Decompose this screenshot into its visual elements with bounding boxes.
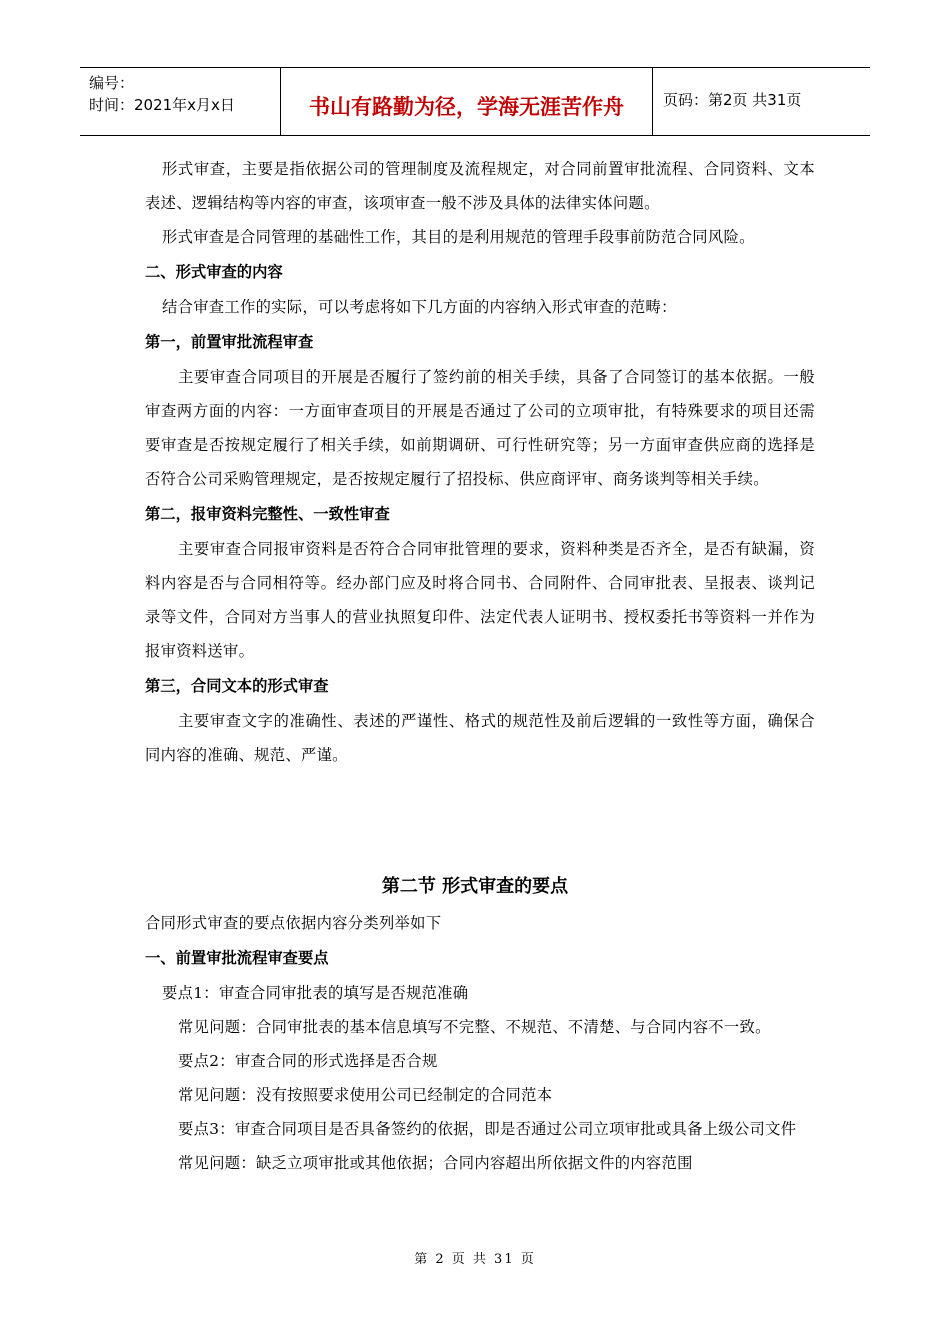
header-page-info: 页码：第2页 共31页 (663, 91, 802, 109)
page-footer: 第 2 页 共 31 页 (414, 1252, 536, 1267)
problem-1: 常见问题：合同审批表的基本信息填写不完整、不规范、不清楚、与合同内容不一致。 (178, 1018, 771, 1036)
problem-2: 常见问题：没有按照要求使用公司已经制定的合同范本 (178, 1086, 553, 1104)
section-intro: 合同形式审查的要点依据内容分类列举如下 (145, 914, 442, 932)
paragraph-text-review: 主要审查文字的准确性、表述的严谨性、格式的规范性及前后逻辑的一致性等方面，确保合同内容的准确、规范、严谨。 (145, 712, 815, 764)
section-title: 第二节 形式审查的要点 (381, 876, 569, 897)
problem-3: 常见问题：缺乏立项审批或其他依据；合同内容超出所依据文件的内容范围 (178, 1154, 693, 1172)
header-meta-cell (80, 68, 281, 135)
paragraph-definition: 形式审查，主要是指依据公司的管理制度及流程规定，对合同前置审批流程、合同资料、文本表述、逻辑结构等内容的审查，该项审查一般不涉及具体的法律实体问题。 (145, 160, 815, 212)
paragraph-pre-approval: 主要审查合同项目的开展是否履行了签约前的相关手续，具备了合同签订的基本依据。一般审查两方面的内容：一方面审查项目的开展是否通过了公司的立项审批，有特殊要求的项目还需要审查是否按规定履行了相关手续，如前期调研、可行性研究等；另一方面审查供应商的选择是否符合公司采购管理规定，是否按规定履行了招投标、供应商评审、商务谈判等相关手续。 (145, 368, 815, 488)
paragraph-purpose: 形式审查是合同管理的基础性工作，其目的是利用规范的管理手段事前防范合同风险。 (162, 228, 755, 246)
paragraph-scope: 结合审查工作的实际，可以考虑将如下几方面的内容纳入形式审查的范畴： (162, 298, 677, 316)
section-one-body (145, 152, 815, 772)
section-two-body (145, 906, 815, 1180)
heading-first: 第一，前置审批流程审查 (145, 333, 314, 351)
heading-pre-approval-points: 一、前置审批流程审查要点 (145, 949, 329, 967)
point-2: 要点2：审查合同的形式选择是否合规 (178, 1052, 438, 1070)
document-header (80, 67, 870, 136)
document-number-label: 编号： (89, 74, 135, 92)
heading-third: 第三，合同文本的形式审查 (145, 677, 329, 695)
point-1: 要点1：审查合同审批表的填写是否规范准确 (162, 984, 469, 1002)
paragraph-materials: 主要审查合同报审资料是否符合合同审批管理的要求，资料种类是否齐全，是否有缺漏，资料内容是否与合同相符等。经办部门应及时将合同书、合同附件、合同审批表、呈报表、谈判记录等文件，合同对方当事人的营业执照复印件、法定代表人证明书、授权委托书等资料一并作为报审资料送审。 (145, 540, 815, 660)
heading-review-content: 二、形式审查的内容 (145, 263, 283, 281)
header-motto: 书山有路勤为径，学海无涯苦作舟 (281, 68, 653, 135)
point-3: 要点3：审查合同项目是否具备签约的依据，即是否通过公司立项审批或具备上级公司文件 (178, 1120, 797, 1138)
document-time-label: 时间：2021年x月x日 (89, 96, 235, 114)
heading-second: 第二，报审资料完整性、一致性审查 (145, 505, 390, 523)
